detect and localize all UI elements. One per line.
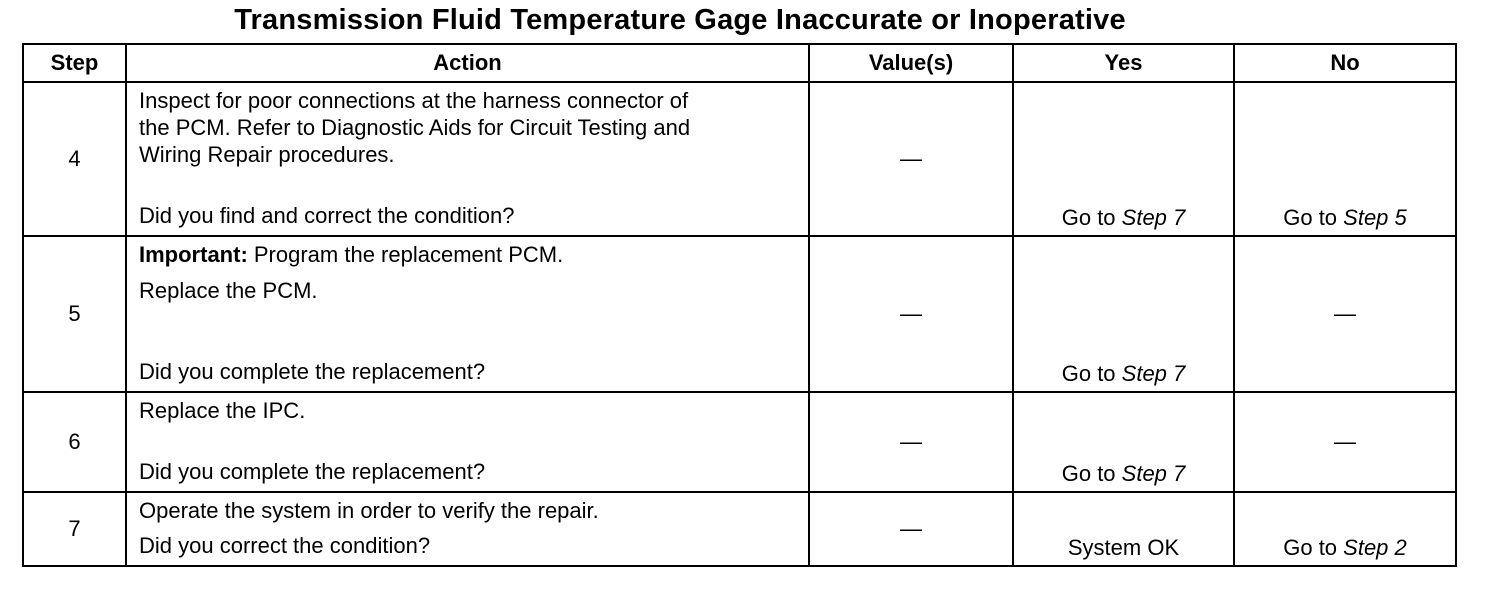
- header-step: Step: [23, 44, 126, 82]
- table-row: [23, 82, 1456, 236]
- no-cell: [1234, 492, 1456, 566]
- table-header-row: [23, 44, 1456, 82]
- important-label: Important:: [139, 242, 248, 267]
- yes-result: [1014, 205, 1233, 231]
- table-row: [23, 236, 1456, 392]
- yes-result: [1014, 461, 1233, 487]
- no-result: [1235, 535, 1455, 561]
- no-result: —: [1334, 429, 1356, 454]
- action-text: Operate the system in order to verify the repair.: [139, 498, 599, 523]
- yes-prefix: Go to: [1061, 205, 1122, 230]
- action-cell: [126, 492, 809, 566]
- no-result: [1235, 205, 1455, 231]
- important-text: Program the replacement PCM.: [247, 242, 564, 267]
- no-cell: [1234, 82, 1456, 236]
- table-row: [23, 492, 1456, 566]
- page-title: Transmission Fluid Temperature Gage Inaccurate or Inoperative: [234, 4, 1126, 36]
- step-number: 4: [23, 82, 126, 236]
- value-cell: —: [809, 492, 1013, 566]
- yes-step-link: Step 7: [1121, 461, 1186, 486]
- step-number: 7: [23, 492, 126, 566]
- no-step-link: Step 5: [1343, 205, 1407, 230]
- table-row: [23, 392, 1456, 492]
- no-cell: [1234, 236, 1456, 392]
- value-cell: —: [809, 392, 1013, 492]
- yes-result: [1014, 361, 1233, 387]
- yes-cell: [1013, 392, 1234, 492]
- no-result: —: [1334, 301, 1356, 326]
- action-cell: [126, 236, 809, 392]
- yes-step-link: Step 7: [1121, 361, 1186, 386]
- diagnostic-table: [22, 43, 1457, 567]
- yes-prefix: Go to: [1061, 361, 1122, 386]
- action-text: Replace the PCM.: [139, 278, 318, 303]
- yes-prefix: Go to: [1061, 461, 1122, 486]
- yes-cell: [1013, 236, 1234, 392]
- action-question: Did you complete the replacement?: [139, 459, 486, 484]
- no-prefix: Go to: [1283, 535, 1344, 560]
- header-yes: Yes: [1013, 44, 1234, 82]
- step-number: 6: [23, 392, 126, 492]
- yes-result: System OK: [1067, 535, 1180, 560]
- action-text: the PCM. Refer to Diagnostic Aids for Circuit Testing and: [139, 115, 691, 140]
- yes-step-link: Step 7: [1121, 205, 1186, 230]
- action-text: Inspect for poor connections at the harness connector of: [139, 88, 689, 113]
- action-cell: [126, 82, 809, 236]
- action-cell: [126, 392, 809, 492]
- header-value: Value(s): [809, 44, 1013, 82]
- action-question: Did you correct the condition?: [139, 533, 431, 558]
- action-question: Did you complete the replacement?: [139, 359, 486, 384]
- important-note: [139, 241, 796, 268]
- value-cell: —: [809, 82, 1013, 236]
- value-cell: —: [809, 236, 1013, 392]
- no-step-link: Step 2: [1343, 535, 1407, 560]
- step-number: 5: [23, 236, 126, 392]
- action-text: Wiring Repair procedures.: [139, 142, 395, 167]
- header-action: Action: [126, 44, 809, 82]
- header-no: No: [1234, 44, 1456, 82]
- no-prefix: Go to: [1283, 205, 1344, 230]
- action-question: Did you find and correct the condition?: [139, 203, 515, 228]
- yes-cell: [1013, 82, 1234, 236]
- no-cell: [1234, 392, 1456, 492]
- action-text: Replace the IPC.: [139, 398, 306, 423]
- yes-cell: [1013, 492, 1234, 566]
